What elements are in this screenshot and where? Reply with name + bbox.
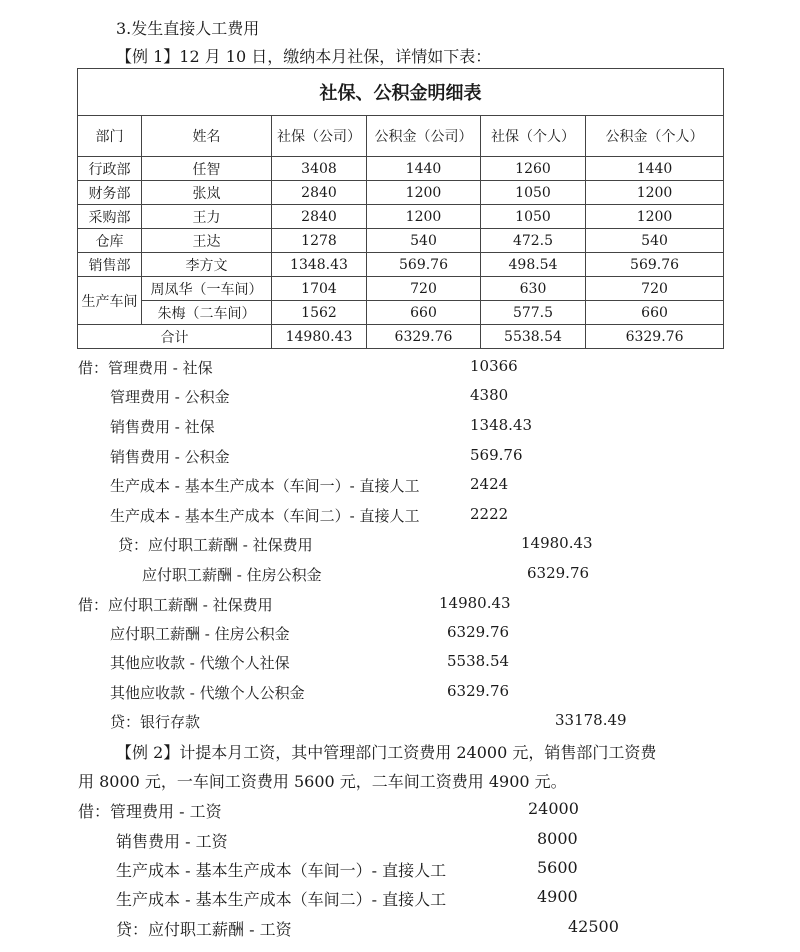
column-header: 姓名 <box>142 116 272 157</box>
value-cell: 1200 <box>367 181 481 205</box>
value-cell: 2840 <box>272 181 367 205</box>
total-label: 合计 <box>78 325 272 349</box>
entry-2-line: 贷：银行存款 <box>110 713 201 731</box>
entry-2-amount: 33178.49 <box>555 711 627 729</box>
entry-1-line: 管理费用 - 公积金 <box>110 388 230 406</box>
entry-3-line: 生产成本 - 基本生产成本（车间二）- 直接人工 <box>116 890 447 909</box>
entry-1-line: 贷：应付职工薪酬 - 社保费用 <box>118 536 313 554</box>
entry-2-amount: 14980.43 <box>439 594 511 612</box>
value-cell: 577.5 <box>481 301 586 325</box>
entry-2-line: 其他应收款 - 代缴个人公积金 <box>110 684 305 702</box>
entry-2-amount: 6329.76 <box>447 623 510 641</box>
column-header: 公积金（个人） <box>586 116 724 157</box>
entry-3-amount: 42500 <box>568 917 619 936</box>
value-cell: 1440 <box>367 157 481 181</box>
name-cell: 王达 <box>142 229 272 253</box>
value-cell: 1200 <box>586 205 724 229</box>
entry-3-amount: 5600 <box>537 858 578 877</box>
total-cell: 5538.54 <box>481 325 586 349</box>
entry-1-amount: 569.76 <box>470 446 523 464</box>
section-heading: 3.发生直接人工费用 <box>116 19 260 38</box>
table-row <box>78 181 724 205</box>
value-cell: 720 <box>586 277 724 301</box>
example-1-intro: 【例 1】12 月 10 日，缴纳本月社保，详情如下表： <box>116 47 492 66</box>
value-cell: 1050 <box>481 205 586 229</box>
value-cell: 472.5 <box>481 229 586 253</box>
example-2-intro-cont: 用 8000 元，一车间工资费用 5600 元，二车间工资费用 4900 元。 <box>78 772 567 791</box>
value-cell: 1562 <box>272 301 367 325</box>
value-cell: 1348.43 <box>272 253 367 277</box>
entry-1-amount: 6329.76 <box>527 564 590 582</box>
table-row <box>78 205 724 229</box>
entry-2-line: 借：应付职工薪酬 - 社保费用 <box>78 596 273 614</box>
entry-3-amount: 4900 <box>537 887 578 906</box>
dept-cell: 行政部 <box>78 157 142 181</box>
table-row <box>78 277 724 301</box>
total-cell: 6329.76 <box>586 325 724 349</box>
table-row <box>78 253 724 277</box>
entry-3-line: 销售费用 - 工资 <box>116 832 228 851</box>
entry-1-line: 销售费用 - 公积金 <box>110 448 230 466</box>
table-row <box>78 301 724 325</box>
table-title: 社保、公积金明细表 <box>78 69 724 116</box>
social-insurance-table <box>77 68 724 349</box>
entry-1-amount: 2222 <box>470 505 509 523</box>
table-row <box>78 229 724 253</box>
value-cell: 630 <box>481 277 586 301</box>
value-cell: 2840 <box>272 205 367 229</box>
value-cell: 720 <box>367 277 481 301</box>
dept-cell: 财务部 <box>78 181 142 205</box>
name-cell: 朱梅（二车间） <box>142 301 272 325</box>
entry-1-amount: 1348.43 <box>470 416 533 434</box>
entry-1-line: 借：管理费用 - 社保 <box>78 359 213 377</box>
dept-cell: 生产车间 <box>78 277 142 325</box>
value-cell: 540 <box>586 229 724 253</box>
entry-2-amount: 5538.54 <box>447 652 510 670</box>
value-cell: 1200 <box>586 181 724 205</box>
value-cell: 1050 <box>481 181 586 205</box>
entry-1-line: 应付职工薪酬 - 住房公积金 <box>142 566 322 584</box>
dept-cell: 仓库 <box>78 229 142 253</box>
name-cell: 李方文 <box>142 253 272 277</box>
name-cell: 王力 <box>142 205 272 229</box>
entry-1-amount: 10366 <box>470 357 518 375</box>
entry-1-amount: 4380 <box>470 386 509 404</box>
name-cell: 任智 <box>142 157 272 181</box>
entry-3-line: 借：管理费用 - 工资 <box>78 802 222 821</box>
total-cell: 6329.76 <box>367 325 481 349</box>
entry-3-amount: 8000 <box>537 829 578 848</box>
column-header: 社保（个人） <box>481 116 586 157</box>
entry-3-line: 贷：应付职工薪酬 - 工资 <box>116 920 292 939</box>
table-total-row <box>78 325 724 349</box>
name-cell: 周凤华（一车间） <box>142 277 272 301</box>
example-2-intro: 【例 2】计提本月工资，其中管理部门工资费用 24000 元，销售部门工资费 <box>116 743 657 762</box>
value-cell: 660 <box>586 301 724 325</box>
column-header: 社保（公司） <box>272 116 367 157</box>
entry-1-amount: 2424 <box>470 475 509 493</box>
value-cell: 3408 <box>272 157 367 181</box>
entry-2-amount: 6329.76 <box>447 682 510 700</box>
value-cell: 1278 <box>272 229 367 253</box>
entry-1-line: 生产成本 - 基本生产成本（车间二）- 直接人工 <box>110 507 420 525</box>
table-header-row <box>78 116 724 157</box>
value-cell: 498.54 <box>481 253 586 277</box>
value-cell: 540 <box>367 229 481 253</box>
total-cell: 14980.43 <box>272 325 367 349</box>
column-header: 部门 <box>78 116 142 157</box>
entry-1-line: 生产成本 - 基本生产成本（车间一）- 直接人工 <box>110 477 420 495</box>
value-cell: 1440 <box>586 157 724 181</box>
entry-2-line: 其他应收款 - 代缴个人社保 <box>110 654 290 672</box>
entry-3-line: 生产成本 - 基本生产成本（车间一）- 直接人工 <box>116 861 447 880</box>
name-cell: 张岚 <box>142 181 272 205</box>
value-cell: 1260 <box>481 157 586 181</box>
dept-cell: 销售部 <box>78 253 142 277</box>
table-row <box>78 157 724 181</box>
entry-2-line: 应付职工薪酬 - 住房公积金 <box>110 625 290 643</box>
value-cell: 1704 <box>272 277 367 301</box>
entry-1-line: 销售费用 - 社保 <box>110 418 215 436</box>
dept-cell: 采购部 <box>78 205 142 229</box>
column-header: 公积金（公司） <box>367 116 481 157</box>
value-cell: 1200 <box>367 205 481 229</box>
entry-1-amount: 14980.43 <box>521 534 593 552</box>
value-cell: 569.76 <box>367 253 481 277</box>
value-cell: 569.76 <box>586 253 724 277</box>
value-cell: 660 <box>367 301 481 325</box>
entry-3-amount: 24000 <box>528 799 579 818</box>
